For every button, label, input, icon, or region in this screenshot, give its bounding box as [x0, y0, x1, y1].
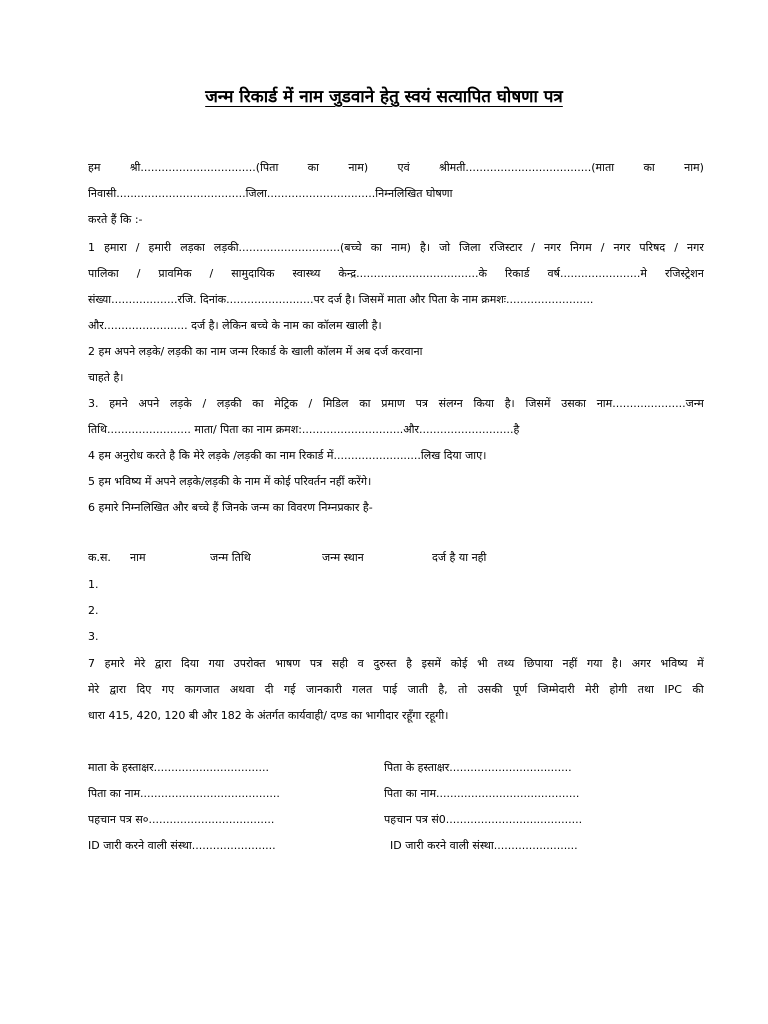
id-issuer-field-right[interactable]: ID जारी करने वाली संस्था........................	[390, 839, 578, 852]
word: तो	[458, 683, 468, 696]
word: जाती	[407, 683, 428, 696]
word: 7	[88, 657, 95, 670]
word: भाषण	[275, 657, 301, 670]
col-header-registered: दर्ज है या नही	[432, 551, 487, 564]
col-header-serial: क.स.	[88, 551, 111, 564]
mother-signature-field[interactable]: माता के हस्ताक्षर.................................	[88, 761, 269, 774]
id-number-field-right[interactable]: पहचान पत्र सं0.......................................	[384, 813, 583, 826]
word: है,	[438, 683, 448, 696]
word: गया	[208, 657, 225, 670]
para-5: 5 हम भविष्य में अपने लड़के/लड़की के नाम में कोई परिवर्तन नहीं करेंगे।	[88, 475, 372, 488]
word: का	[359, 397, 371, 410]
word: नाम.....................जन्म	[596, 397, 704, 410]
word: छिपाया	[523, 657, 553, 670]
word: /	[308, 397, 313, 410]
word: /	[531, 241, 536, 254]
word: गलत	[352, 683, 373, 696]
word: निगम	[569, 241, 592, 254]
word: दी	[264, 683, 274, 696]
word: तथ्य	[497, 657, 515, 670]
para-6: 6 हमारे निम्नलिखित और बच्चे हैं जिनके जन्म का विवरण निम्नप्रकार है-	[88, 501, 373, 514]
word: पूर्ण	[513, 683, 528, 696]
word: भविष्य	[660, 657, 688, 670]
word: है	[406, 657, 412, 670]
word: उसकी	[477, 683, 503, 696]
word: /	[209, 267, 214, 280]
word: /	[202, 397, 207, 410]
word: नगर	[544, 241, 561, 254]
word: अगर	[631, 657, 651, 670]
word: नगर	[613, 241, 631, 254]
word: /	[674, 241, 678, 254]
word: गया	[586, 657, 603, 670]
para-7-line-2	[88, 682, 704, 698]
word: भी	[477, 657, 488, 670]
word: उसका	[561, 397, 586, 410]
word: नाम)	[684, 161, 704, 174]
father-name-field-right[interactable]: पिता का नाम.........................................	[384, 787, 580, 800]
para-3-line-2: तिथि........................ माता/ पिता का नाम क्रमश:.............................और...........................है	[88, 423, 520, 436]
col-header-name: नाम	[130, 551, 146, 564]
word: IPC	[664, 683, 682, 696]
para-2-line-2: चाहते है।	[88, 371, 124, 384]
word: जिला	[459, 241, 481, 254]
word: सामुदायिक	[231, 267, 275, 280]
word: /	[136, 267, 141, 280]
word: /	[600, 241, 605, 254]
word: लड़की	[216, 397, 242, 410]
word: पाई	[382, 683, 398, 696]
word: मेरी	[585, 683, 600, 696]
word: पत्र	[415, 397, 428, 410]
word: परिषद	[639, 241, 666, 254]
word: मिडिल	[322, 397, 349, 410]
word: पत्र	[309, 657, 323, 670]
word: लड़की.............................(बच्चे	[213, 241, 362, 254]
table-row: 1.	[88, 578, 99, 591]
word: कागजात	[184, 683, 220, 696]
father-signature-field[interactable]: पिता के हस्ताक्षर...................................	[384, 761, 572, 774]
word: मेट्रिक	[274, 397, 298, 410]
para-3-line-1	[88, 396, 704, 412]
col-header-birth-date: जन्म तिथि	[210, 551, 251, 564]
intro-line-1	[88, 160, 704, 176]
word: 3.	[88, 397, 99, 410]
word: प्रमाण	[381, 397, 405, 410]
word: सही	[331, 657, 348, 670]
word: 1	[88, 241, 95, 254]
word: प्रावमिक	[158, 267, 192, 280]
word: हम	[88, 161, 101, 174]
word: जिसमें	[525, 397, 551, 410]
word: है।	[504, 397, 515, 410]
word: दिया	[181, 657, 199, 670]
para-7-line-3: धारा 415, 420, 120 बी और 182 के अंतर्गत कार्यवाही/ दण्ड का भागीदार रहूँगा रहूगी।	[88, 709, 449, 722]
word: है।	[420, 241, 431, 254]
para-1-line-4: और........................ दर्ज है। लेकिन बच्चे के नाम का कॉलम खाली है।	[88, 319, 382, 332]
word: इसमें	[421, 657, 442, 670]
intro-line-2: निवासी.....................................जिला...............................निम्नलिखित घोषणा	[88, 187, 453, 200]
id-number-field[interactable]: पहचान पत्र स०....................................	[88, 813, 275, 826]
word: में	[697, 657, 704, 670]
para-2-line-1: 2 हम अपने लड़के/ लड़की का नाम जन्म रिकार्ड के खाली कॉलम में अब दर्ज करवाना	[88, 345, 423, 358]
word: व	[357, 657, 364, 670]
word: का	[643, 161, 655, 174]
word: का	[307, 161, 319, 174]
document-title: जन्म रिकार्ड में नाम जुडवाने हेतु स्वयं सत्यापित घोषणा पत्र	[205, 87, 563, 107]
word: होगी	[609, 683, 628, 696]
word: हमारी	[148, 241, 172, 254]
word: नाम)	[391, 241, 411, 254]
word: केन्द्र...................................के	[338, 267, 487, 280]
word: अथवा	[229, 683, 255, 696]
word: रिकार्ड	[504, 267, 530, 280]
para-4: 4 हम अनुरोध करते है कि मेरे लड़के /लड़की का नाम रिकार्ड में.........................लिख दिया जाए।	[88, 449, 487, 462]
para-1-line-2	[88, 266, 704, 282]
word: लड़का	[180, 241, 205, 254]
word: दुरुस्त	[373, 657, 397, 670]
word: पालिका	[88, 267, 119, 280]
word: नहीं	[562, 657, 578, 670]
word: श्री.................................(पिता	[129, 161, 279, 174]
word: दिए	[136, 683, 152, 696]
table-row: 2.	[88, 604, 99, 617]
word: द्वारा	[154, 657, 172, 670]
word: हमने	[109, 397, 128, 410]
table-row: 3.	[88, 630, 99, 643]
word: तथा	[637, 683, 654, 696]
word: स्वास्थ्य	[292, 267, 321, 280]
word: संलग्न	[438, 397, 463, 410]
word: एवं	[397, 161, 410, 174]
word: हमारे	[104, 657, 125, 670]
intro-line-3: करते हैं कि :-	[88, 213, 143, 226]
col-header-birth-place: जन्म स्थान	[322, 551, 364, 564]
word: गई	[283, 683, 296, 696]
father-name-field[interactable]: पिता का नाम........................................	[88, 787, 280, 800]
word: जो	[439, 241, 451, 254]
word: का	[252, 397, 264, 410]
word: /	[135, 241, 140, 254]
word: जानकारी	[306, 683, 342, 696]
word: जिम्मेदारी	[537, 683, 575, 696]
word: की	[692, 683, 704, 696]
word: कोई	[450, 657, 468, 670]
id-issuer-field[interactable]: ID जारी करने वाली संस्था........................	[88, 839, 276, 852]
word: किया	[473, 397, 494, 410]
word: हमारा	[104, 241, 127, 254]
word: उपरोक्त	[233, 657, 266, 670]
word: का	[370, 241, 383, 254]
para-1-line-1	[88, 240, 704, 256]
word: मेरे	[134, 657, 146, 670]
word: रजिस्टार	[489, 241, 523, 254]
word: लड़के	[169, 397, 192, 410]
word: है।	[612, 657, 623, 670]
word: श्रीमती....................................(माता	[439, 161, 615, 174]
word: अपने	[138, 397, 160, 410]
word: नाम)	[348, 161, 369, 174]
word: मेरे	[88, 683, 100, 696]
para-7-line-1	[88, 656, 704, 672]
word: गए	[161, 683, 175, 696]
word: द्वारा	[109, 683, 127, 696]
para-1-line-3: संख्या...................रजि. दिनांक.........................पर दर्ज है। जिसमें माता और पिता के नाम क्रमशः.........................	[88, 293, 594, 306]
word: रजिस्ट्रेशन	[664, 267, 704, 280]
word: नगर	[687, 241, 704, 254]
word: वर्ष.......................मे	[547, 267, 647, 280]
